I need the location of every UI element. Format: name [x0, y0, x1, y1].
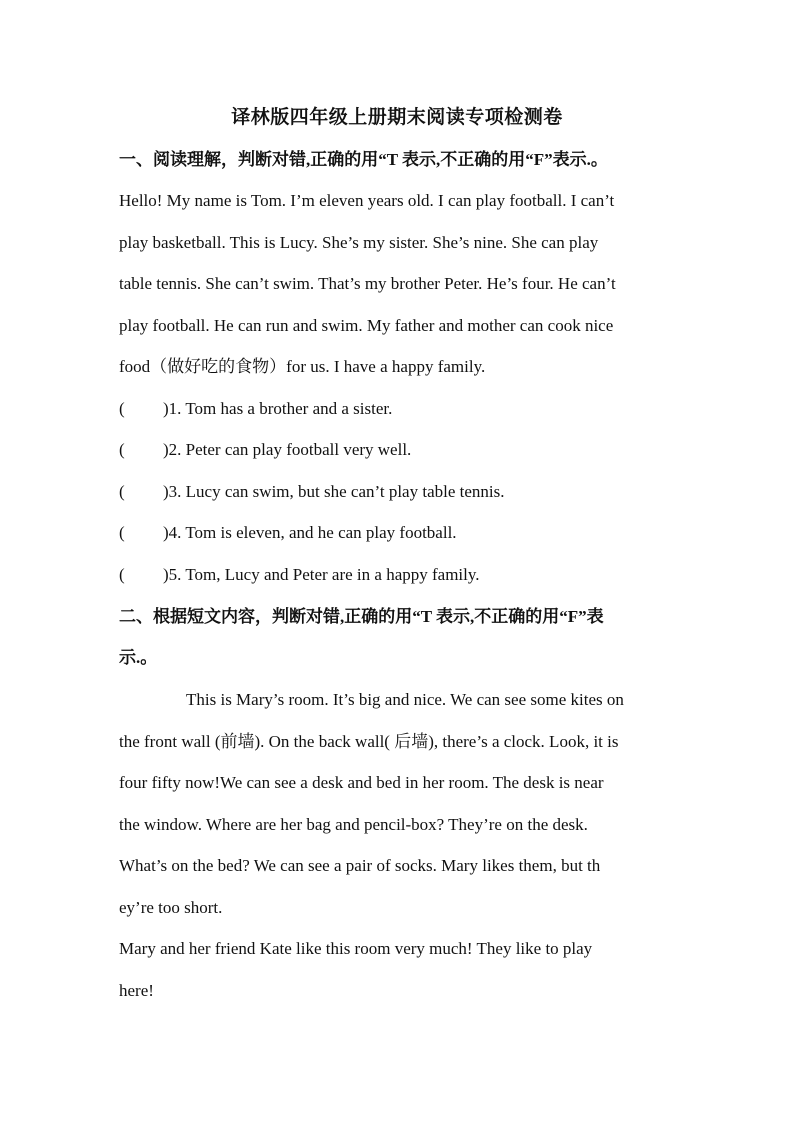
section2-passage-line-4: the window. Where are her bag and pencil-box? They’re on the desk. — [119, 815, 588, 834]
answer-blank[interactable]: ( — [119, 482, 125, 501]
answer-blank[interactable]: ( — [119, 565, 125, 584]
question-row — [119, 561, 480, 589]
section2-passage-line-2: the front wall (前墙). On the back wall( 后墙), there’s a clock. Look, it is — [119, 732, 619, 751]
question-row — [119, 478, 505, 506]
section2-heading-continued: 示.。 — [119, 648, 158, 667]
section1-passage-line-4: play football. He can run and swim. My father and mother can cook nice — [119, 316, 614, 335]
question-row — [119, 519, 457, 547]
section2-passage-line-7: Mary and her friend Kate like this room very much! They like to play — [119, 939, 593, 958]
section1-heading: 一、阅读理解，判断对错,正确的用“T 表示,不正确的用“F”表示.。 — [119, 150, 608, 169]
question-row — [119, 436, 411, 464]
answer-blank[interactable]: ( — [119, 523, 125, 542]
question-text: )3. Lucy can swim, but she can’t play table tennis. — [163, 482, 505, 501]
question-row — [119, 395, 392, 423]
section2-passage-line-8: here! — [119, 981, 154, 1000]
section1-passage-line-3: table tennis. She can’t swim. That’s my brother Peter. He’s four. He can’t — [119, 274, 616, 293]
section2-passage-line-1: This is Mary’s room. It’s big and nice. We can see some kites on — [186, 690, 624, 709]
page-title: 译林版四年级上册期末阅读专项检测卷 — [231, 107, 563, 128]
section2-passage-line-6: ey’re too short. — [119, 898, 223, 917]
answer-blank[interactable]: ( — [119, 399, 125, 418]
question-text: )1. Tom has a brother and a sister. — [163, 399, 393, 418]
section2-passage-line-3: four fifty now!We can see a desk and bed in her room. The desk is near — [119, 773, 604, 792]
question-text: )2. Peter can play football very well. — [163, 440, 412, 459]
section1-passage-line-2: play basketball. This is Lucy. She’s my sister. She’s nine. She can play — [119, 233, 599, 252]
question-text: )4. Tom is eleven, and he can play football. — [163, 523, 457, 542]
section1-passage-line-1: Hello! My name is Tom. I’m eleven years old. I can play football. I can’t — [119, 191, 615, 210]
answer-blank[interactable]: ( — [119, 440, 125, 459]
section1-passage-line-5: food（做好吃的食物）for us. I have a happy family. — [119, 357, 486, 376]
question-text: )5. Tom, Lucy and Peter are in a happy family. — [163, 565, 480, 584]
section2-passage-line-5: What’s on the bed? We can see a pair of socks. Mary likes them, but th — [119, 856, 601, 875]
section2-heading: 二、根据短文内容，判断对错,正确的用“T 表示,不正确的用“F”表 — [119, 607, 604, 626]
